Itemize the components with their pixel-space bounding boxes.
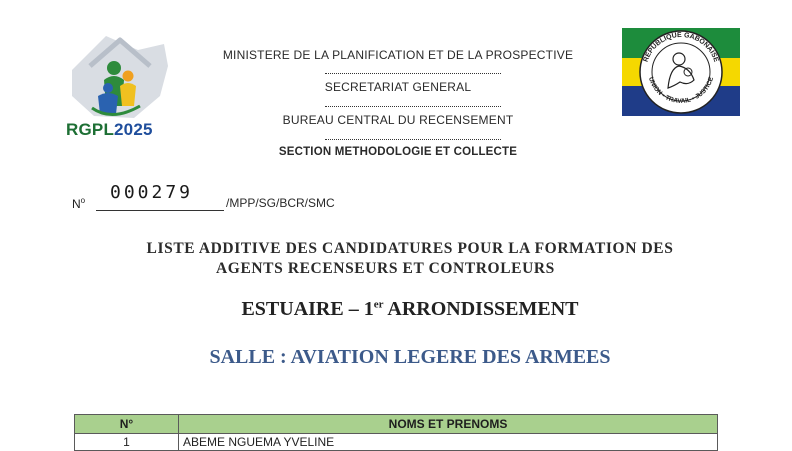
- dotted-divider: [325, 139, 501, 140]
- document-reference: /MPP/SG/BCR/SMC: [226, 196, 335, 210]
- document-number: 000279: [110, 182, 194, 203]
- row-number: 1: [75, 434, 179, 451]
- logo-rgpl: RGPL: [66, 120, 115, 139]
- dotted-divider: [325, 73, 501, 74]
- seal-bottom-text: UNION • TRAVAIL • JUSTICE: [646, 76, 716, 106]
- seal-top-text: RÉPUBLIQUE GABONAISE: [642, 31, 720, 64]
- logo-text: [66, 120, 153, 140]
- province-heading: ESTUAIRE – 1er ARRONDISSEMENT: [241, 298, 579, 320]
- number-label: $N^o$: [72, 196, 86, 211]
- bureau-name: BUREAU CENTRAL DU RECENSEMENT: [282, 113, 514, 127]
- logo-year: 2025: [114, 120, 153, 139]
- room-heading: SALLE : AVIATION LEGERE DES ARMEES: [209, 346, 611, 368]
- dotted-divider: [325, 106, 501, 107]
- header-number: N°: [75, 415, 179, 434]
- header-names: NOMS ET PRENOMS: [179, 415, 718, 434]
- secretariat-name: SECRETARIAT GENERAL: [324, 80, 472, 94]
- table-header-row: [75, 415, 718, 434]
- row-name: ABEME NGUEMA YVELINE: [179, 434, 718, 451]
- list-title-line2: AGENTS RECENSEURS ET CONTROLEURS: [216, 260, 555, 277]
- candidates-table: [74, 414, 718, 451]
- ministry-name: MINISTERE DE LA PLANIFICATION ET DE LA PROSPECTIVE: [222, 48, 574, 62]
- number-underline: [96, 210, 224, 211]
- section-name: SECTION METHODOLOGIE ET COLLECTE: [278, 146, 518, 158]
- gabon-seal: [622, 28, 740, 116]
- table-row: [75, 434, 718, 451]
- list-title-line1: LISTE ADDITIVE DES CANDIDATURES POUR LA FORMATION DES: [146, 240, 674, 257]
